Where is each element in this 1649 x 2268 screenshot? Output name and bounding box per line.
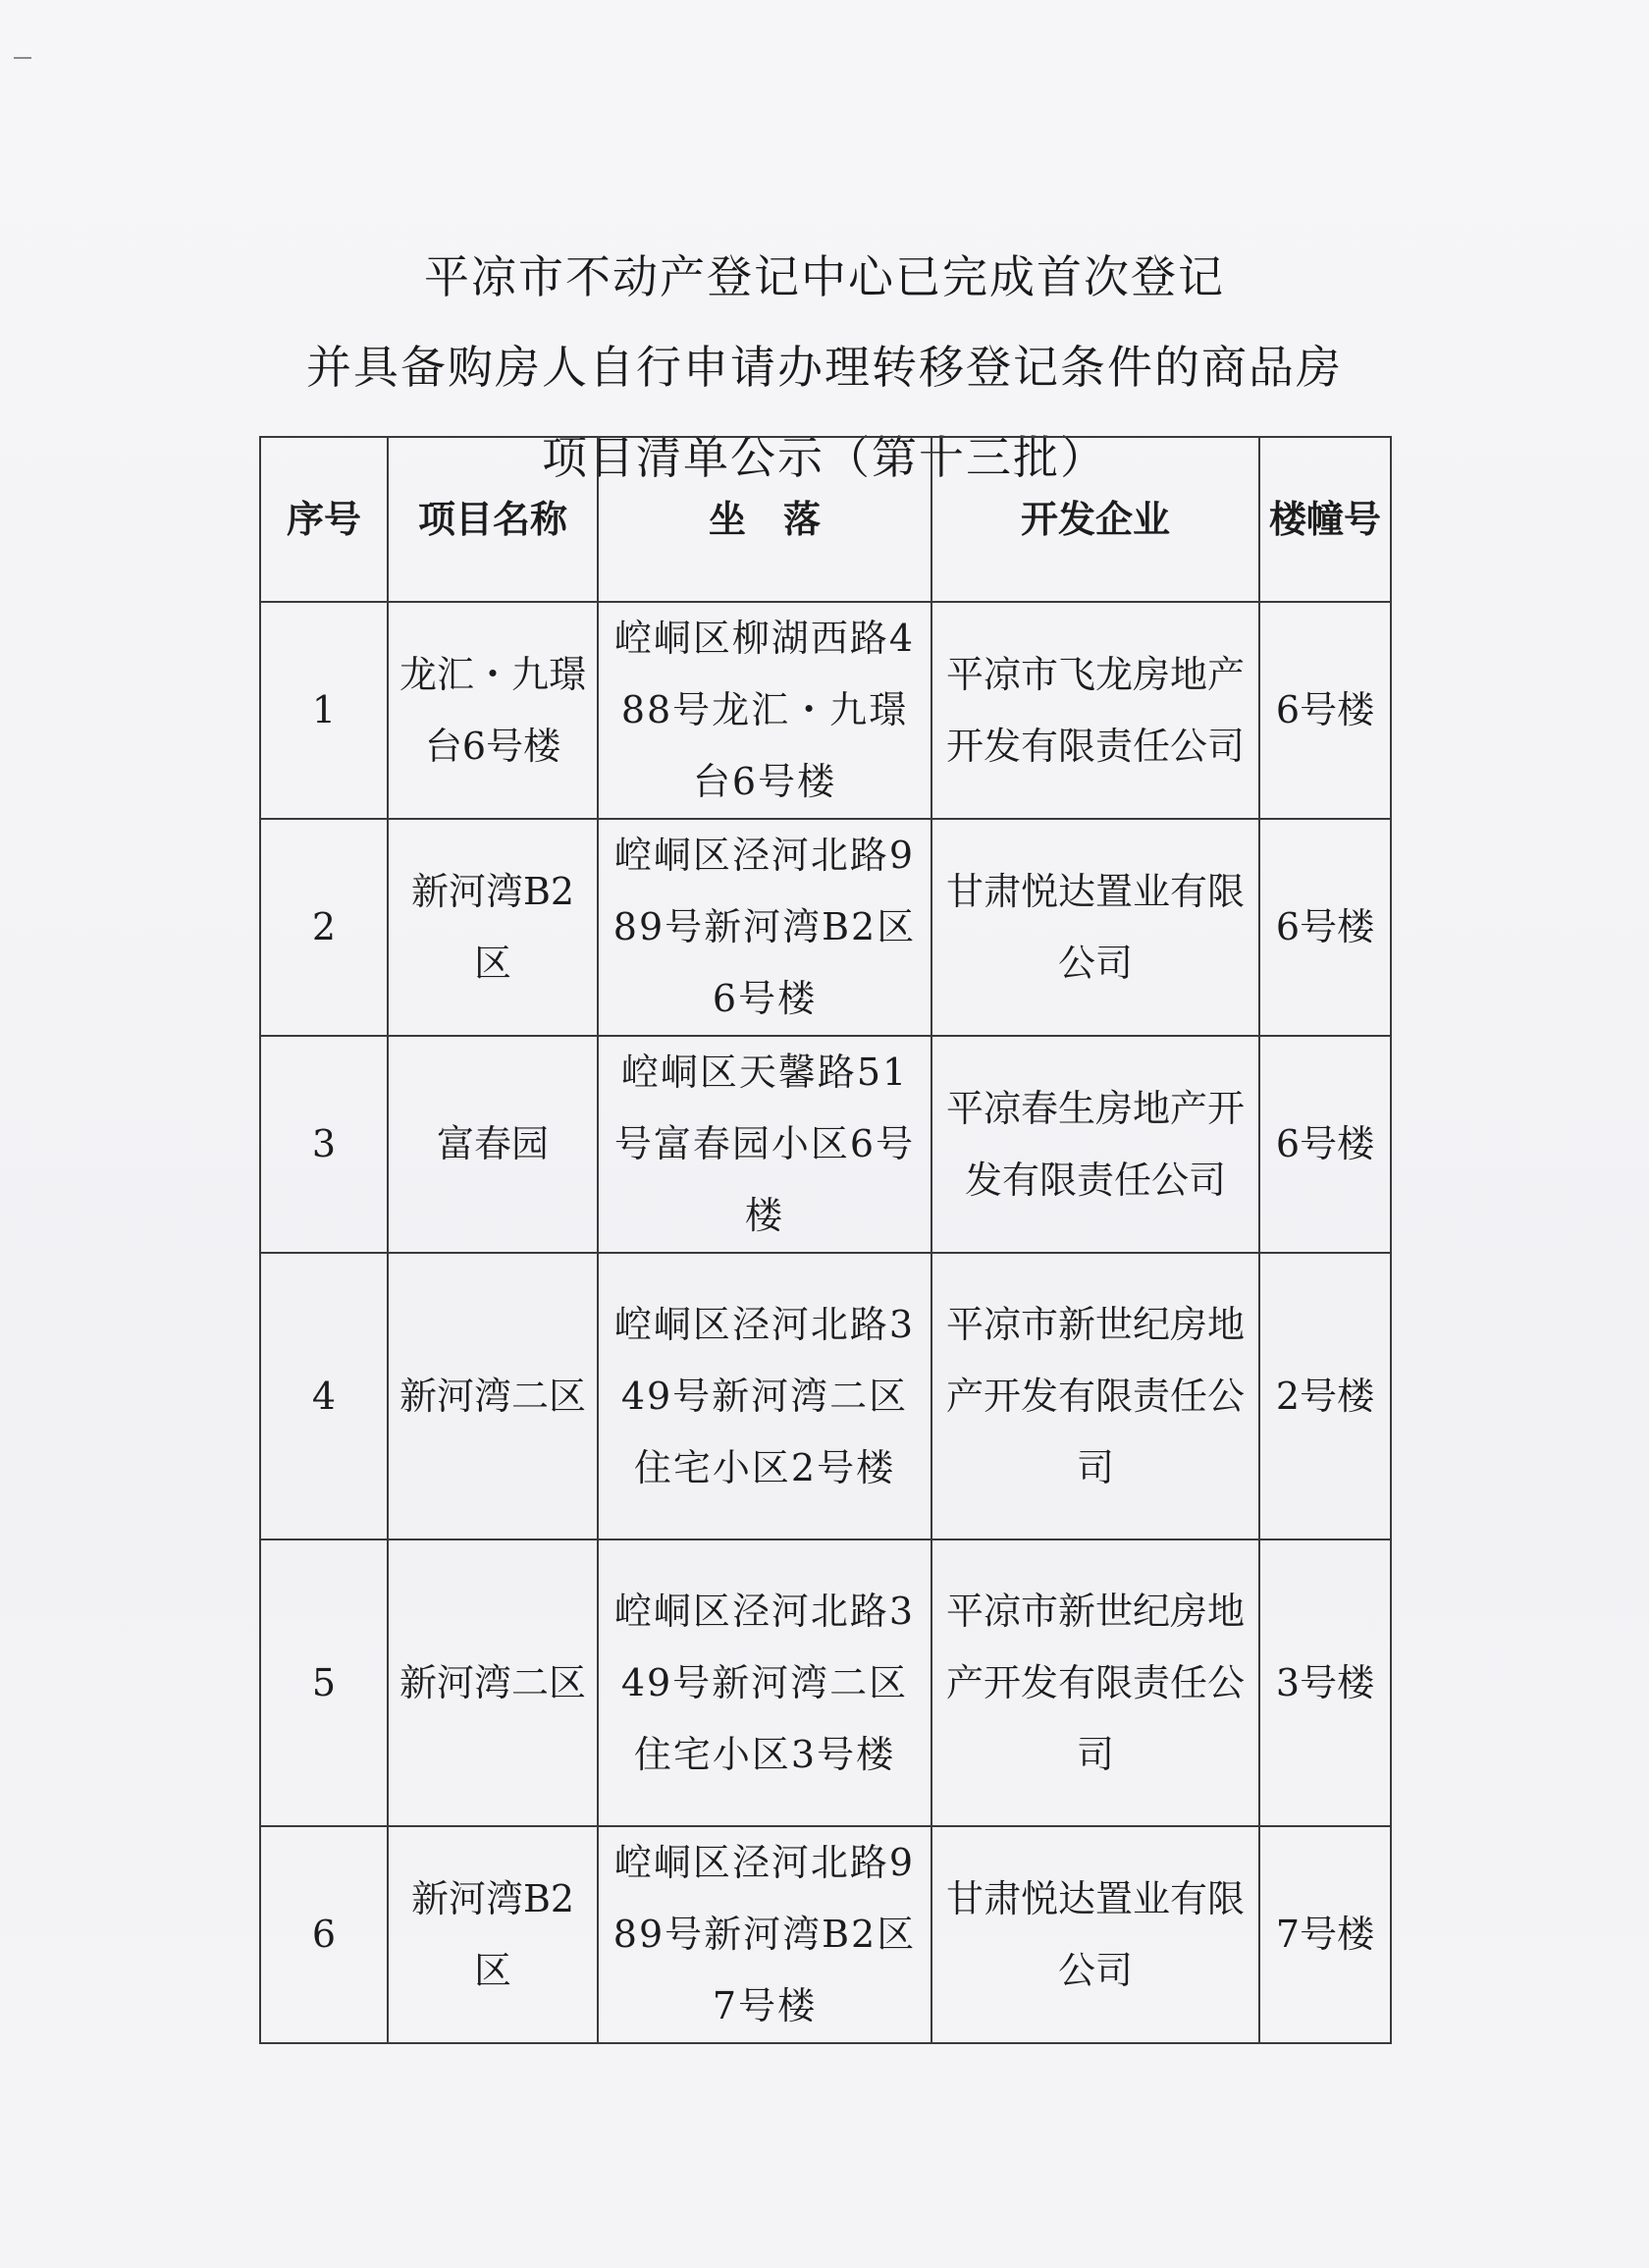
title-line-1: 平凉市不动产登记中心已完成首次登记 xyxy=(424,250,1225,303)
header-name: 项目名称 xyxy=(388,437,598,602)
cell-location: 崆峒区柳湖西路488号龙汇・九璟台6号楼 xyxy=(598,602,931,819)
header-building: 楼幢号 xyxy=(1259,437,1391,602)
cell-building: 7号楼 xyxy=(1259,1826,1391,2043)
cell-developer: 平凉市飞龙房地产开发有限责任公司 xyxy=(931,602,1259,819)
cell-seq: 6 xyxy=(260,1826,388,2043)
table-row xyxy=(260,1253,1391,1539)
cell-seq: 2 xyxy=(260,819,388,1036)
cell-name: 富春园 xyxy=(388,1036,598,1253)
cell-seq: 1 xyxy=(260,602,388,819)
cell-building: 6号楼 xyxy=(1259,1036,1391,1253)
cell-location: 崆峒区天馨路51号富春园小区6号楼 xyxy=(598,1036,931,1253)
cell-building: 2号楼 xyxy=(1259,1253,1391,1539)
cell-location: 崆峒区泾河北路349号新河湾二区住宅小区3号楼 xyxy=(598,1539,931,1826)
table-row xyxy=(260,1036,1391,1253)
header-developer: 开发企业 xyxy=(931,437,1259,602)
margin-mark xyxy=(14,57,31,59)
cell-building: 3号楼 xyxy=(1259,1539,1391,1826)
cell-seq: 3 xyxy=(260,1036,388,1253)
cell-name: 新河湾B2区 xyxy=(388,1826,598,2043)
cell-developer: 平凉市新世纪房地产开发有限责任公司 xyxy=(931,1253,1259,1539)
cell-seq: 5 xyxy=(260,1539,388,1826)
cell-location: 崆峒区泾河北路989号新河湾B2区7号楼 xyxy=(598,1826,931,2043)
title-line-3: 项目清单公示（第十三批） xyxy=(542,431,1107,484)
cell-location: 崆峒区泾河北路349号新河湾二区住宅小区2号楼 xyxy=(598,1253,931,1539)
cell-building: 6号楼 xyxy=(1259,602,1391,819)
cell-name: 新河湾二区 xyxy=(388,1539,598,1826)
cell-developer: 平凉市新世纪房地产开发有限责任公司 xyxy=(931,1539,1259,1826)
cell-building: 6号楼 xyxy=(1259,819,1391,1036)
project-table xyxy=(259,436,1392,2044)
cell-name: 新河湾二区 xyxy=(388,1253,598,1539)
cell-name: 龙汇・九璟台6号楼 xyxy=(388,602,598,819)
table-row xyxy=(260,1826,1391,2043)
cell-name: 新河湾B2区 xyxy=(388,819,598,1036)
table-row xyxy=(260,819,1391,1036)
cell-developer: 甘肃悦达置业有限公司 xyxy=(931,1826,1259,2043)
table-header-row xyxy=(260,437,1391,602)
table-row xyxy=(260,1539,1391,1826)
title-line-2: 并具备购房人自行申请办理转移登记条件的商品房 xyxy=(306,341,1343,394)
header-location: 坐 落 xyxy=(598,437,931,602)
table-row xyxy=(260,602,1391,819)
header-seq: 序号 xyxy=(260,437,388,602)
cell-seq: 4 xyxy=(260,1253,388,1539)
cell-developer: 平凉春生房地产开发有限责任公司 xyxy=(931,1036,1259,1253)
cell-location: 崆峒区泾河北路989号新河湾B2区6号楼 xyxy=(598,819,931,1036)
cell-developer: 甘肃悦达置业有限公司 xyxy=(931,819,1259,1036)
